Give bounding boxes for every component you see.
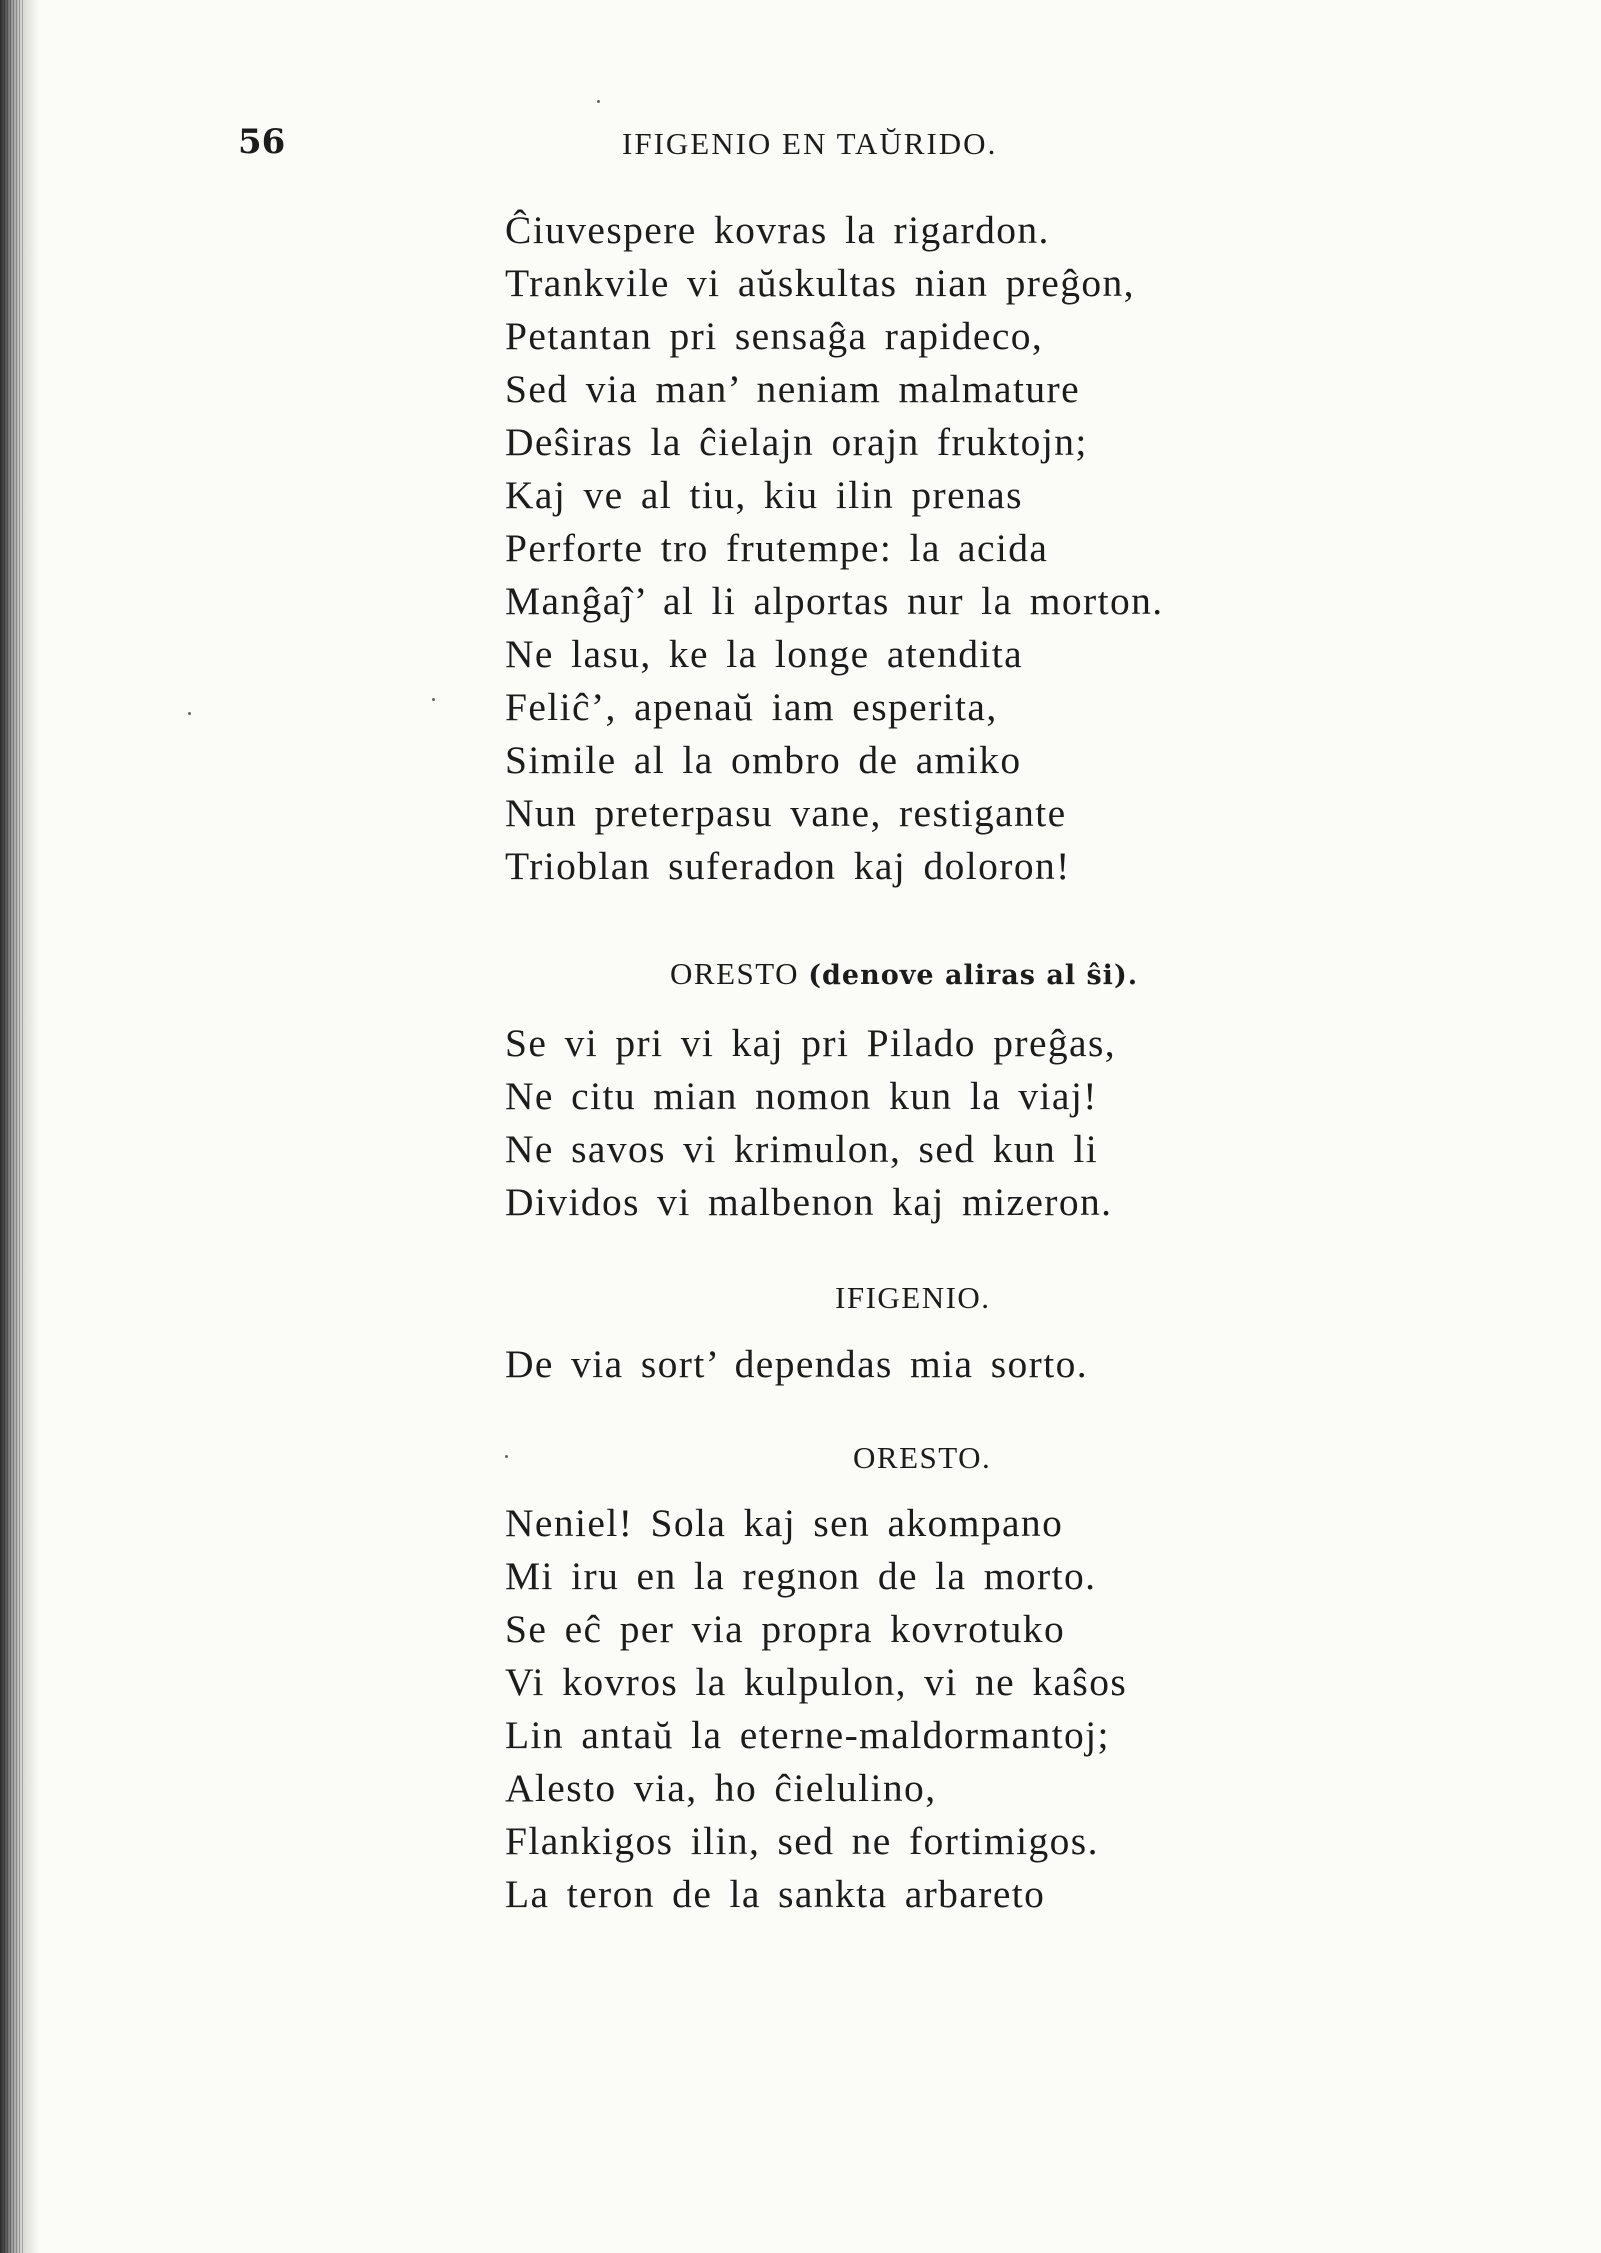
binding-texture <box>4 0 24 2253</box>
verse-line: Sed via man’ neniam malmature <box>505 367 1080 411</box>
scan-speck <box>597 100 600 103</box>
verse-line: Mi iru en la regnon de la morto. <box>505 1554 1097 1598</box>
verse-line: Neniel! Sola kaj sen akompano <box>505 1501 1064 1545</box>
verse-line: Trioblan suferadon kaj doloron! <box>505 844 1071 888</box>
verse-line: Flankigos ilin, sed ne fortimigos. <box>505 1819 1099 1863</box>
verse-passage-1 <box>505 204 1164 893</box>
verse-line: Ne citu mian nomon kun la viaj! <box>505 1074 1098 1118</box>
verse-line: Petantan pri sensaĝa rapideco, <box>505 314 1044 358</box>
verse-line: La teron de la sankta arbareto <box>505 1872 1046 1916</box>
scan-speck <box>432 698 435 701</box>
verse-line: Ne lasu, ke la longe atendita <box>505 632 1024 676</box>
speaker-name: ORESTO <box>670 956 800 991</box>
verse-passage-3 <box>505 1338 1088 1391</box>
verse-passage-2 <box>505 1017 1116 1229</box>
verse-line: De via sort’ dependas mia sorto. <box>505 1342 1089 1386</box>
verse-line: Se vi pri vi kaj pri Pilado preĝas, <box>505 1021 1116 1065</box>
speaker-heading-oresto <box>670 956 1138 992</box>
verse-line: Lin antaŭ la eterne-maldormantoj; <box>505 1713 1110 1757</box>
speaker-heading-ifigenio <box>835 1280 991 1316</box>
running-title: IFIGENIO EN TAŬRIDO. <box>622 126 998 161</box>
verse-line: Deŝiras la ĉielajn orajn fruktojn; <box>505 420 1088 464</box>
speaker-heading-oresto-2 <box>853 1440 991 1476</box>
verse-line: Feliĉ’, apenaŭ iam esperita, <box>505 685 998 729</box>
verse-line: Manĝaĵ’ al li alportas nur la morton. <box>505 579 1164 623</box>
scan-speck <box>505 1455 508 1458</box>
verse-line: Vi kovros la kulpulon, vi ne kaŝos <box>505 1660 1128 1704</box>
scan-speck <box>188 712 191 715</box>
verse-line: Nun preterpasu vane, restigante <box>505 791 1067 835</box>
verse-line: Perforte tro frutempe: la acida <box>505 526 1049 570</box>
verse-line: Dividos vi malbenon kaj mizeron. <box>505 1180 1113 1224</box>
verse-line: Alesto via, ho ĉielulino, <box>505 1766 937 1810</box>
verse-passage-4 <box>505 1497 1127 1921</box>
verse-line: Simile al la ombro de amiko <box>505 738 1022 782</box>
verse-line: Trankvile vi aŭskultas nian preĝon, <box>505 261 1135 305</box>
speaker-name: IFIGENIO. <box>835 1280 991 1315</box>
verse-line: Kaj ve al tiu, kiu ilin prenas <box>505 473 1023 517</box>
page-number: 56 <box>238 122 286 162</box>
speaker-name: ORESTO. <box>853 1440 992 1475</box>
stage-direction: (denove aliras al ŝi). <box>808 960 1139 991</box>
verse-line: Ne savos vi krimulon, sed kun li <box>505 1127 1099 1171</box>
verse-line: Ĉiuvespere kovras la rigardon. <box>505 208 1050 252</box>
verse-line: Se eĉ per via propra kovrotuko <box>505 1607 1066 1651</box>
